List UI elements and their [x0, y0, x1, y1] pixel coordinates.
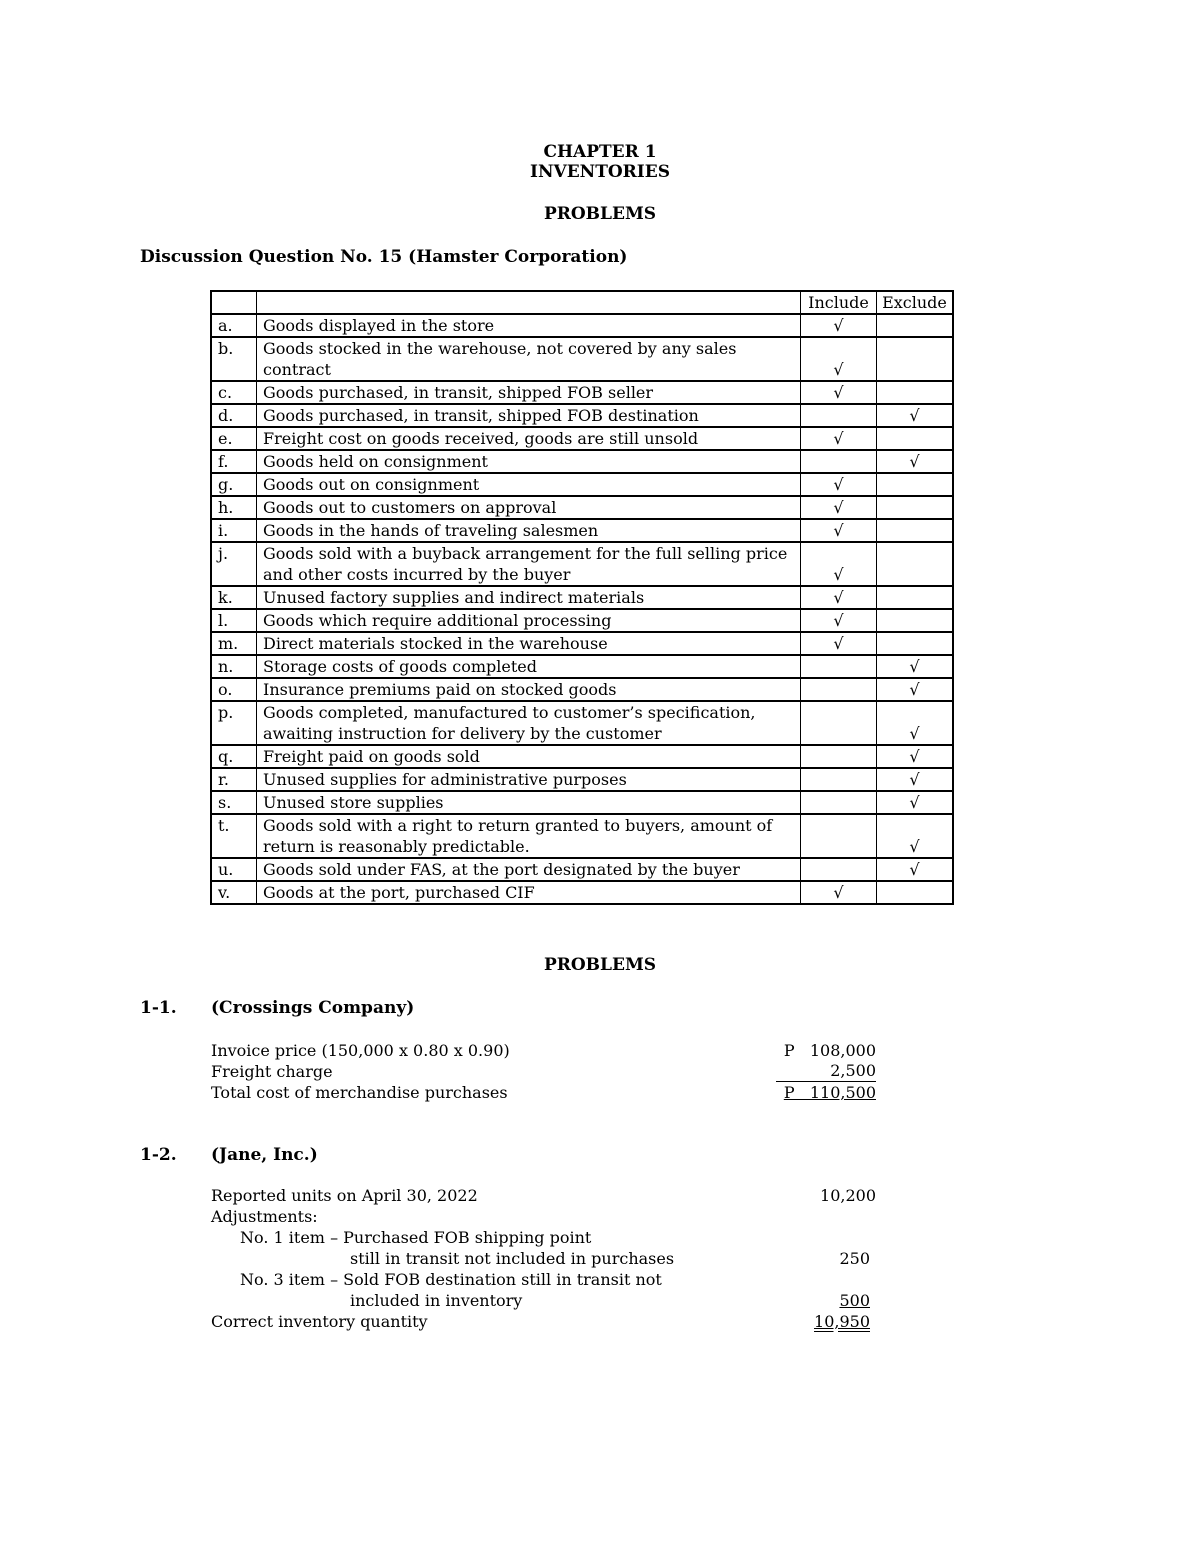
row-letter: u. — [211, 858, 257, 881]
row-letter: v. — [211, 881, 257, 904]
include-check — [801, 404, 877, 427]
row-description: Goods sold with a right to return granted to buyers, amount of return is reasonably predictable. — [257, 814, 801, 858]
table-row — [211, 427, 953, 450]
include-check — [801, 450, 877, 473]
reported-units-amount: 10,200 — [820, 1186, 876, 1205]
exclude-column-header: Exclude — [877, 291, 954, 314]
invoice-price-label: Invoice price (150,000 x 0.80 x 0.90) — [211, 1041, 510, 1060]
include-column-header: Include — [801, 291, 877, 314]
exclude-check: √ — [877, 701, 954, 745]
include-check: √ — [801, 881, 877, 904]
chapter-title: INVENTORIES — [530, 162, 670, 182]
table-row — [211, 404, 953, 427]
row-letter: j. — [211, 542, 257, 586]
row-letter: h. — [211, 496, 257, 519]
reported-units-label: Reported units on April 30, 2022 — [211, 1186, 478, 1205]
row-letter: a. — [211, 314, 257, 337]
adjustment-1-line-1: No. 1 item – Purchased FOB shipping point — [240, 1228, 592, 1247]
exclude-check — [877, 427, 954, 450]
section-heading: PROBLEMS — [543, 204, 657, 224]
row-description: Freight paid on goods sold — [257, 745, 801, 768]
total-cost-amount: P 110,500 — [783, 1083, 876, 1102]
row-letter: m. — [211, 632, 257, 655]
row-letter: i. — [211, 519, 257, 542]
row-letter: s. — [211, 791, 257, 814]
chapter-number: CHAPTER 1 — [543, 142, 657, 162]
total-cost-label: Total cost of merchandise purchases — [211, 1083, 508, 1102]
row-letter: l. — [211, 609, 257, 632]
table-row — [211, 450, 953, 473]
correct-quantity-amount: 10,950 — [814, 1312, 870, 1331]
row-description: Unused supplies for administrative purposes — [257, 768, 801, 791]
exclude-check: √ — [877, 655, 954, 678]
exclude-check — [877, 586, 954, 609]
exclude-check — [877, 632, 954, 655]
adjustment-2-line-1: No. 3 item – Sold FOB destination still in transit not — [240, 1270, 662, 1289]
include-check: √ — [801, 609, 877, 632]
include-check: √ — [801, 381, 877, 404]
row-letter: n. — [211, 655, 257, 678]
row-description: Goods completed, manufactured to customer’s specification, awaiting instruction for delivery by the customer — [257, 701, 801, 745]
table-row — [211, 381, 953, 404]
row-description: Freight cost on goods received, goods are still unsold — [257, 427, 801, 450]
exclude-check: √ — [877, 678, 954, 701]
exclude-check: √ — [877, 791, 954, 814]
row-description: Insurance premiums paid on stocked goods — [257, 678, 801, 701]
exclude-check: √ — [877, 814, 954, 858]
include-check — [801, 768, 877, 791]
row-description: Goods purchased, in transit, shipped FOB destination — [257, 404, 801, 427]
table-row — [211, 745, 953, 768]
table-row — [211, 655, 953, 678]
include-check — [801, 745, 877, 768]
exclude-check: √ — [877, 858, 954, 881]
include-check — [801, 791, 877, 814]
row-description: Goods out to customers on approval — [257, 496, 801, 519]
problem-1-2-title: (Jane, Inc.) — [211, 1145, 318, 1165]
discussion-question-title: Discussion Question No. 15 (Hamster Corporation) — [140, 247, 628, 267]
adjustment-1-amount: 250 — [839, 1249, 870, 1268]
include-check: √ — [801, 427, 877, 450]
row-letter: t. — [211, 814, 257, 858]
table-row — [211, 542, 953, 586]
row-description: Goods held on consignment — [257, 450, 801, 473]
include-check: √ — [801, 632, 877, 655]
row-letter: q. — [211, 745, 257, 768]
row-description: Goods sold under FAS, at the port designated by the buyer — [257, 858, 801, 881]
exclude-check — [877, 337, 954, 381]
exclude-check — [877, 609, 954, 632]
include-check: √ — [801, 542, 877, 586]
table-row — [211, 632, 953, 655]
table-row — [211, 586, 953, 609]
exclude-check — [877, 542, 954, 586]
exclude-check — [877, 381, 954, 404]
row-description: Unused factory supplies and indirect materials — [257, 586, 801, 609]
row-letter: o. — [211, 678, 257, 701]
problems-heading: PROBLEMS — [543, 955, 657, 975]
row-description: Goods purchased, in transit, shipped FOB seller — [257, 381, 801, 404]
adjustments-label: Adjustments: — [211, 1207, 318, 1226]
row-description: Goods stocked in the warehouse, not covered by any sales contract — [257, 337, 801, 381]
correct-quantity-label: Correct inventory quantity — [211, 1312, 428, 1331]
row-description: Storage costs of goods completed — [257, 655, 801, 678]
row-letter: b. — [211, 337, 257, 381]
table-row — [211, 609, 953, 632]
adjustment-1-line-2: still in transit not included in purchases — [350, 1249, 675, 1268]
exclude-check: √ — [877, 450, 954, 473]
exclude-check: √ — [877, 768, 954, 791]
adjustment-2-amount: 500 — [839, 1291, 870, 1310]
row-description: Goods out on consignment — [257, 473, 801, 496]
freight-charge-amount: 2,500 — [776, 1061, 876, 1082]
include-check — [801, 701, 877, 745]
row-letter: e. — [211, 427, 257, 450]
row-letter: p. — [211, 701, 257, 745]
invoice-price-amount: P 108,000 — [783, 1041, 876, 1060]
problem-1-2-number: 1-2. — [140, 1145, 177, 1165]
include-check: √ — [801, 473, 877, 496]
row-description: Goods displayed in the store — [257, 314, 801, 337]
include-check: √ — [801, 314, 877, 337]
freight-charge-label: Freight charge — [211, 1062, 333, 1081]
include-check: √ — [801, 496, 877, 519]
exclude-check — [877, 519, 954, 542]
row-description: Goods in the hands of traveling salesmen — [257, 519, 801, 542]
row-letter: c. — [211, 381, 257, 404]
include-check: √ — [801, 586, 877, 609]
table-header-row — [211, 291, 953, 314]
include-check — [801, 678, 877, 701]
table-row — [211, 791, 953, 814]
exclude-check — [877, 881, 954, 904]
exclude-check — [877, 496, 954, 519]
table-row — [211, 881, 953, 904]
include-check — [801, 858, 877, 881]
table-row — [211, 768, 953, 791]
include-check — [801, 814, 877, 858]
exclude-check — [877, 314, 954, 337]
exclude-check — [877, 473, 954, 496]
table-row — [211, 473, 953, 496]
row-letter: d. — [211, 404, 257, 427]
row-letter: r. — [211, 768, 257, 791]
row-description: Unused store supplies — [257, 791, 801, 814]
table-row — [211, 701, 953, 745]
adjustment-2-line-2: included in inventory — [350, 1291, 523, 1310]
table-row — [211, 337, 953, 381]
table-row — [211, 314, 953, 337]
include-check: √ — [801, 519, 877, 542]
table-row — [211, 496, 953, 519]
table-row — [211, 814, 953, 858]
exclude-check: √ — [877, 404, 954, 427]
include-check: √ — [801, 337, 877, 381]
row-description: Goods sold with a buyback arrangement for the full selling price and other costs incurred by the buyer — [257, 542, 801, 586]
problem-1-1-number: 1-1. — [140, 998, 177, 1018]
row-letter: k. — [211, 586, 257, 609]
row-letter: f. — [211, 450, 257, 473]
row-letter: g. — [211, 473, 257, 496]
problem-1-1-title: (Crossings Company) — [211, 998, 415, 1018]
include-exclude-table — [210, 290, 954, 905]
table-row — [211, 519, 953, 542]
exclude-check: √ — [877, 745, 954, 768]
row-description: Goods at the port, purchased CIF — [257, 881, 801, 904]
row-description: Direct materials stocked in the warehouse — [257, 632, 801, 655]
row-description: Goods which require additional processing — [257, 609, 801, 632]
include-check — [801, 655, 877, 678]
table-row — [211, 678, 953, 701]
table-row — [211, 858, 953, 881]
